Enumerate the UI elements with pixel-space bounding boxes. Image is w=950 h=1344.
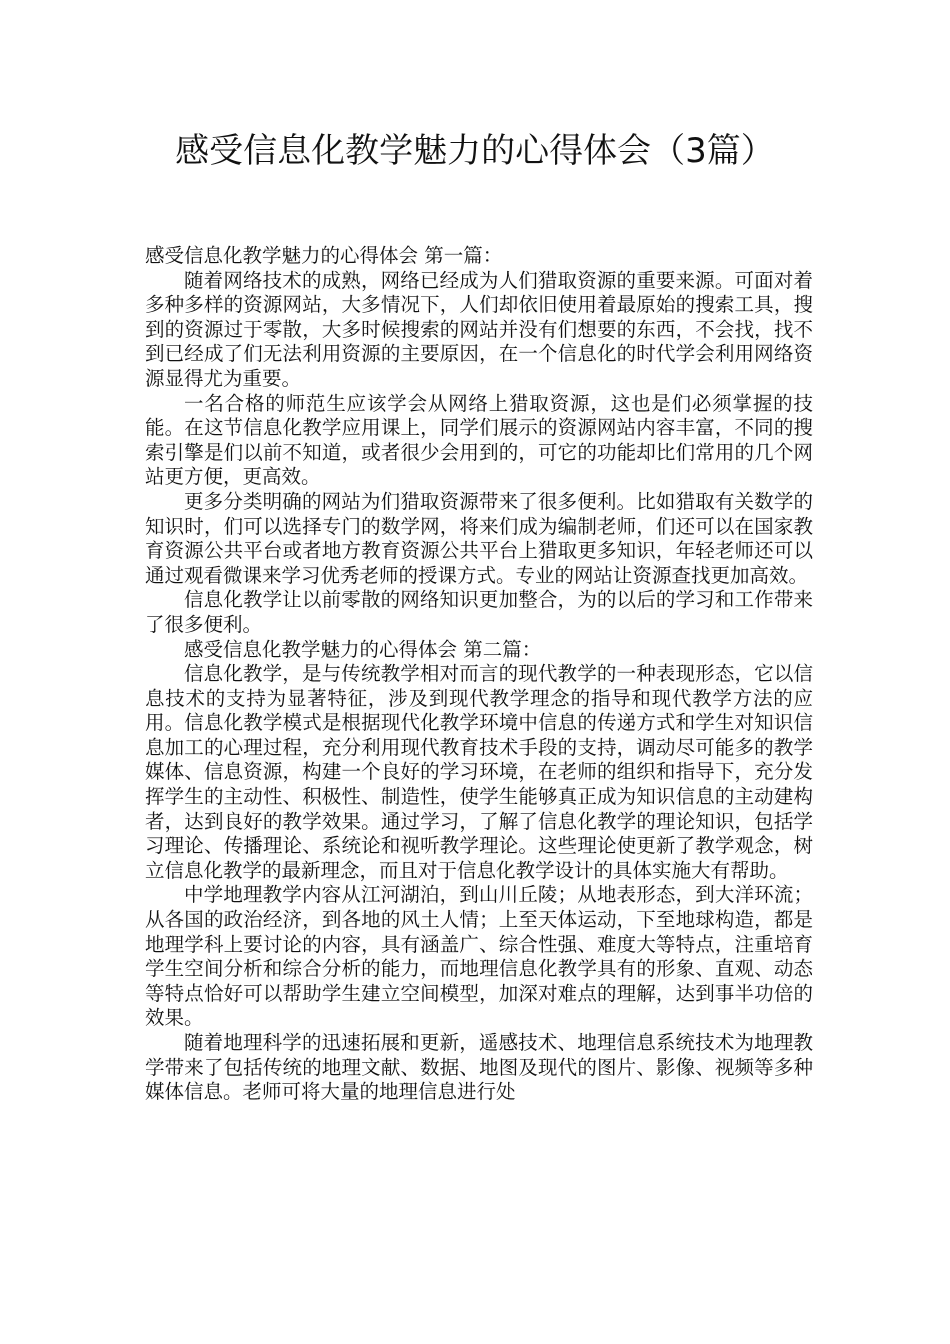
paragraph: 信息化教学让以前零散的网络知识更加整合，为的以后的学习和工作带来了很多便利。 (145, 588, 813, 636)
paragraph: 中学地理教学内容从江河湖泊，到山川丘陵；从地表形态，到大洋环流；从各国的政治经济，到各地的风土人情；上至天体运动，下至地球构造，都是地理学科上要讨论的内容，具有涵盖广、综合性强、难度大等特点，注重培育学生空间分析和综合分析的能力，而地理信息化教学具有的形象、直观、动态等特点恰好可以帮助学生建立空间模型，加深对难点的理解，达到事半功倍的效果。 (145, 883, 813, 1030)
section-heading-first: 感受信息化教学魅力的心得体会 第一篇： (145, 244, 503, 267)
document-body (145, 244, 813, 1105)
paragraph: 信息化教学，是与传统教学相对而言的现代教学的一种表现形态，它以信息技术的支持为显著特征，涉及到现代教学理念的指导和现代教学方法的应用。信息化教学模式是根据现代化教学环境中信息的传递方式和学生对知识信息加工的心理过程，充分利用现代教育技术手段的支持，调动尽可能多的教学媒体、信息资源，构建一个良好的学习环境，在老师的组织和指导下，充分发挥学生的主动性、积极性、制造性，使学生能够真正成为知识信息的主动建构者，达到良好的教学效果。通过学习，了解了信息化教学的理论知识，包括学习理论、传播理论、系统论和视听教学理论。这些理论使更新了教学观念，树立信息化教学的最新理念，而且对于信息化教学设计的具体实施大有帮助。 (145, 662, 813, 882)
paragraph: 随着地理科学的迅速拓展和更新，遥感技术、地理信息系统技术为地理教学带来了包括传统的地理文献、数据、地图及现代的图片、影像、视频等多种媒体信息。老师可将大量的地理信息进行处 (145, 1031, 813, 1104)
paragraph: 一名合格的师范生应该学会从网络上猎取资源，这也是们必须掌握的技能。在这节信息化教学应用课上，同学们展示的资源网站内容丰富，不同的搜索引擎是们以前不知道，或者很少会用到的，可它的功能却比们常用的几个网站更方便，更高效。 (145, 391, 813, 489)
section-heading-second: 感受信息化教学魅力的心得体会 第二篇： (184, 637, 542, 661)
document-title: 感受信息化教学魅力的心得体会（3篇） (175, 131, 775, 171)
paragraph: 随着网络技术的成熟，网络已经成为人们猎取资源的重要来源。可面对着多种多样的资源网站，大多情况下，人们却依旧使用着最原始的搜索工具，搜到的资源过于零散，大多时候搜索的网站并没有们想要的东西，不会找，找不到已经成了们无法利用资源的主要原因，在一个信息化的时代学会利用网络资源显得尤为重要。 (145, 268, 813, 390)
paragraph: 更多分类明确的网站为们猎取资源带来了很多便利。比如猎取有关数学的知识时，们可以选择专门的数学网，将来们成为编制老师，们还可以在国家教育资源公共平台或者地方教育资源公共平台上猎取更多知识，年轻老师还可以通过观看微课来学习优秀老师的授课方式。专业的网站让资源查找更加高效。 (145, 489, 813, 587)
